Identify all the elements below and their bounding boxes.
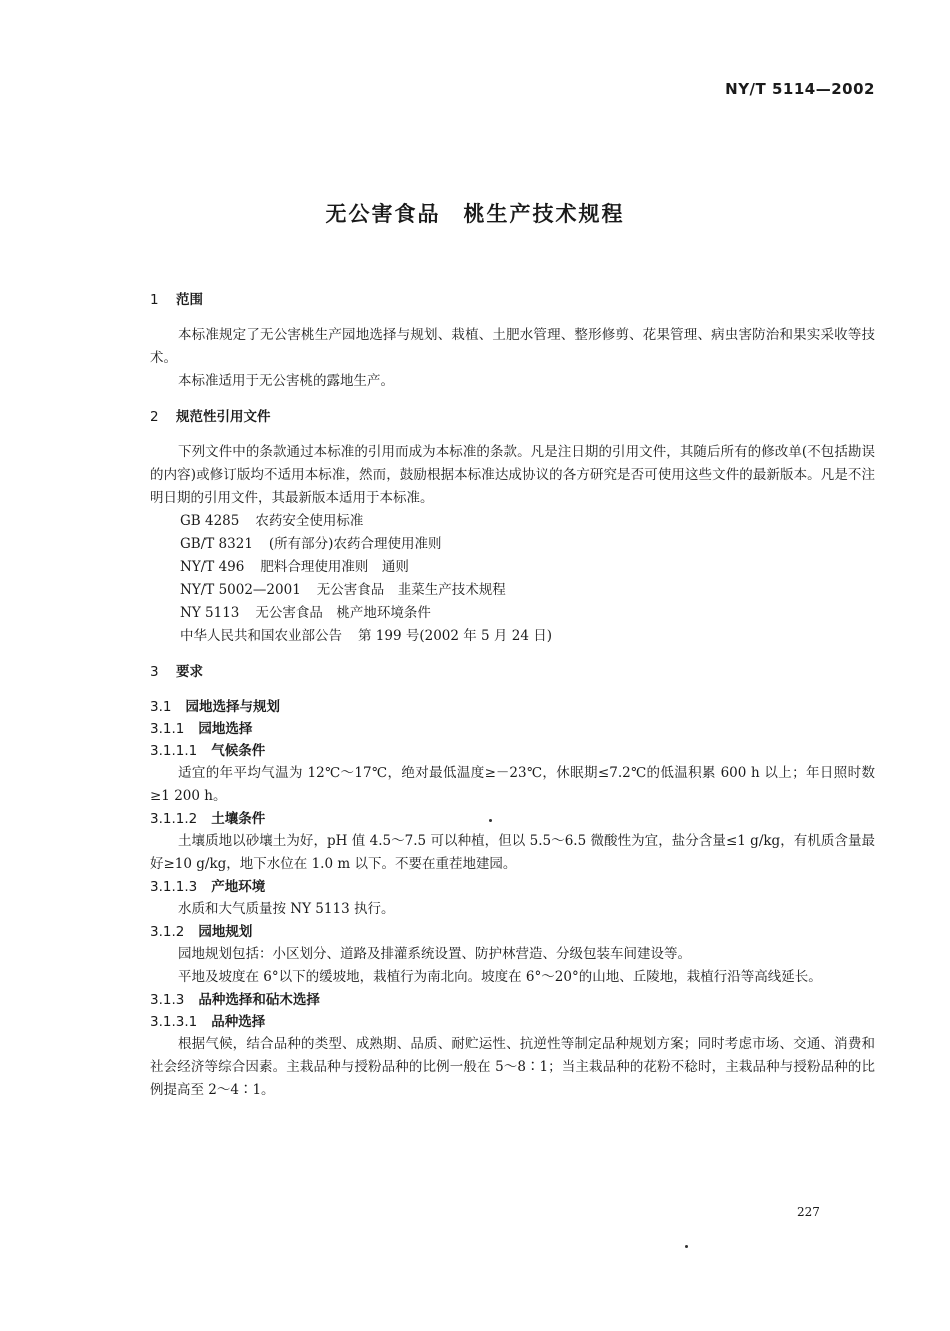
climate-conditions-text: 适宜的年平均气温为 12℃～17℃，绝对最低温度≥－23℃，休眠期≤7.2℃的低温积累 600 h 以上；年日照时数≥1 200 h。 [150, 765, 875, 804]
section-title: 要求 [176, 664, 203, 680]
subsection-heading: 3.1.1.2 土壤条件 [150, 811, 266, 827]
subsection-heading: 3.1.3.1 品种选择 [150, 1014, 266, 1030]
subsection-heading: 3.1.1.3 产地环境 [150, 879, 266, 895]
references-intro-paragraph: 下列文件中的条款通过本标准的引用而成为本标准的条款。凡是注日期的引用文件，其随后所有的修改单(不包括勘误的内容)或修订版均不适用本标准，然而，鼓励根据本标准达成协议的各方研究是否可使用这些文件的最新版本。凡是不注明日期的引用文件，其最新版本适用于本标准。 [150, 444, 875, 506]
orchard-planning-paragraph-1: 园地规划包括：小区划分、道路及排灌系统设置、防护林营造、分级包装车间建设等。 [178, 946, 691, 962]
page-number: 227 [797, 1205, 820, 1219]
scope-paragraph-1: 本标准规定了无公害桃生产园地选择与规划、栽植、土肥水管理、整形修剪、花果管理、病虫害防治和果实采收等技术。 [150, 327, 875, 366]
section-title: 范围 [176, 292, 203, 308]
reference-item: GB/T 8321 (所有部分)农药合理使用准则 [180, 536, 442, 552]
section-number: 1 [150, 292, 159, 308]
scan-speck [489, 819, 492, 822]
reference-item: NY 5113 无公害食品 桃产地环境条件 [180, 605, 431, 621]
subsection-heading: 3.1.1.1 气候条件 [150, 743, 266, 759]
subsection-heading: 3.1.3 品种选择和砧木选择 [150, 992, 320, 1008]
subsection-heading: 3.1 园地选择与规划 [150, 699, 280, 715]
reference-item: NY/T 496 肥料合理使用准则 通则 [180, 559, 409, 575]
section-number: 2 [150, 409, 159, 425]
soil-conditions-text: 土壤质地以砂壤土为好，pH 值 4.5～7.5 可以种植，但以 5.5～6.5 微酸性为宜，盐分含量≤1 g/kg，有机质含量最好≥10 g/kg，地下水位在 1.0 m 以下。不要在重茬地建园。 [150, 833, 875, 872]
section-3-heading [150, 660, 875, 680]
section-2-heading [150, 405, 875, 425]
document-body [150, 288, 875, 1102]
production-environment-text: 水质和大气质量按 NY 5113 执行。 [178, 901, 395, 917]
subsection-heading: 3.1.1 园地选择 [150, 721, 253, 737]
scope-paragraph-2: 本标准适用于无公害桃的露地生产。 [178, 373, 394, 389]
reference-item: NY/T 5002—2001 无公害食品 韭菜生产技术规程 [180, 582, 506, 598]
reference-item: GB 4285 农药安全使用标准 [180, 513, 364, 529]
subsection-heading: 3.1.2 园地规划 [150, 924, 253, 940]
reference-item: 中华人民共和国农业部公告 第 199 号(2002 年 5 月 24 日) [180, 628, 552, 644]
section-number: 3 [150, 664, 159, 680]
document-title: 无公害食品 桃生产技术规程 [325, 202, 625, 226]
section-1-heading [150, 288, 875, 308]
scan-speck [685, 1245, 688, 1248]
variety-selection-text: 根据气候，结合品种的类型、成熟期、品质、耐贮运性、抗逆性等制定品种规划方案；同时考虑市场、交通、消费和社会经济等综合因素。主栽品种与授粉品种的比例一般在 5～8∶1；当主栽品种的花粉不稔时，主栽品种与授粉品种的比例提高至 2～4∶1。 [150, 1036, 875, 1098]
section-title: 规范性引用文件 [176, 409, 271, 425]
orchard-planning-paragraph-2: 平地及坡度在 6°以下的缓坡地，栽植行为南北向。坡度在 6°～20°的山地、丘陵地，栽植行沿等高线延长。 [178, 969, 822, 985]
standard-code: NY/T 5114—2002 [725, 80, 875, 98]
